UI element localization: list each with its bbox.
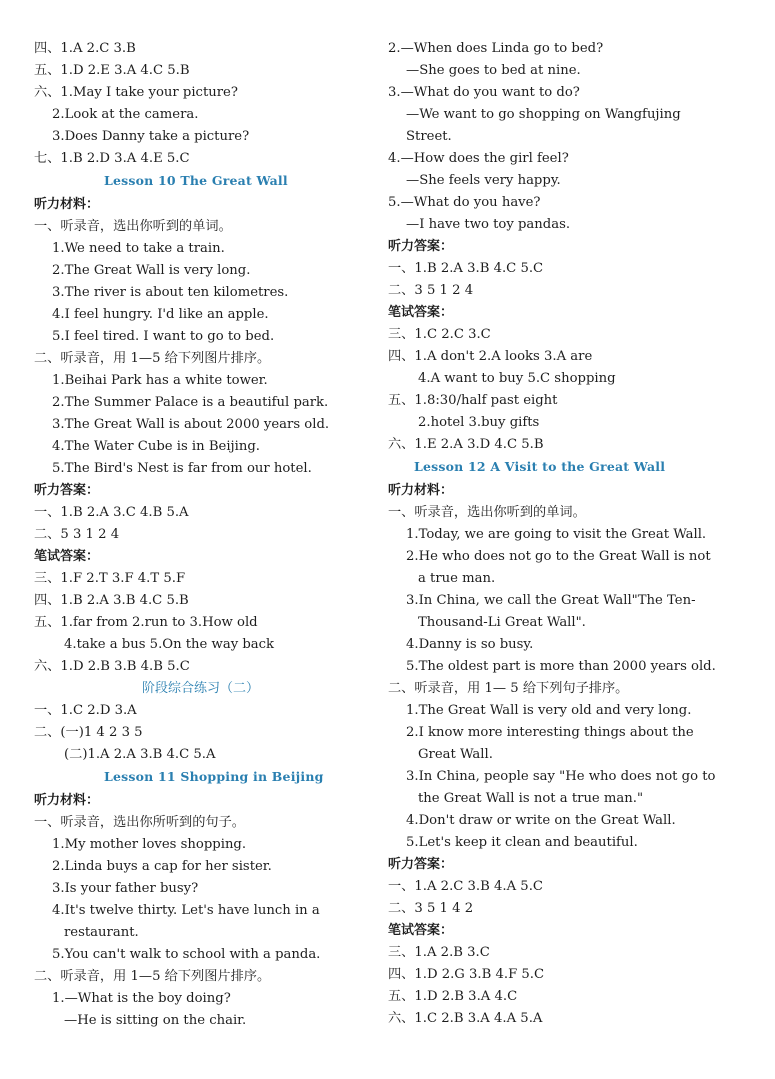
answer-line: 2.hotel 3.buy gifts bbox=[418, 415, 540, 430]
subsection-label: 听力答案： bbox=[34, 483, 100, 498]
answer-line: 2.—When does Linda go to bed? bbox=[388, 41, 604, 56]
answer-line: 四、1.A 2.C 3.B bbox=[34, 41, 136, 56]
answer-line: 3.Does Danny take a picture? bbox=[52, 129, 250, 144]
answer-line: 六、1.D 2.B 3.B 4.B 5.C bbox=[34, 659, 190, 674]
answer-line: 一、听录音，选出你听到的单词。 bbox=[34, 219, 232, 234]
answer-line: 5.The oldest part is more than 2000 years old. bbox=[406, 659, 716, 674]
answer-line: 一、听录音，选出你听到的单词。 bbox=[388, 505, 586, 520]
answer-line: 2.The Summer Palace is a beautiful park. bbox=[52, 395, 329, 410]
answer-line: 二、3 5 1 4 2 bbox=[388, 901, 474, 916]
answer-line: 一、1.A 2.C 3.B 4.A 5.C bbox=[388, 879, 543, 894]
answer-line: —I have two toy pandas. bbox=[406, 217, 571, 232]
answer-line: 4.Don't draw or write on the Great Wall. bbox=[406, 813, 676, 828]
answer-line: —He is sitting on the chair. bbox=[64, 1013, 247, 1028]
answer-line: 四、1.A don't 2.A looks 3.A are bbox=[388, 349, 593, 364]
answer-line: a true man. bbox=[418, 571, 496, 586]
answer-line: 4.Danny is so busy. bbox=[406, 637, 534, 652]
answer-line: 5.Let's keep it clean and beautiful. bbox=[406, 835, 638, 850]
answer-line: 六、1.C 2.B 3.A 4.A 5.A bbox=[388, 1011, 543, 1026]
answer-line: (二)1.A 2.A 3.B 4.C 5.A bbox=[64, 747, 216, 762]
lesson-heading: Lesson 11 Shopping in Beijing bbox=[104, 769, 324, 784]
answer-line: 二、听录音，用 1—5 给下列图片排序。 bbox=[34, 351, 271, 366]
answer-line: 一、1.B 2.A 3.B 4.C 5.C bbox=[388, 261, 544, 276]
answer-line: the Great Wall is not a true man." bbox=[418, 791, 644, 806]
answer-line: 3.The river is about ten kilometres. bbox=[52, 285, 289, 300]
answer-line: 4.A want to buy 5.C shopping bbox=[418, 371, 616, 386]
answer-line: —She feels very happy. bbox=[406, 173, 561, 188]
answer-line: restaurant. bbox=[64, 925, 139, 940]
answer-line: 二、(一)1 4 2 3 5 bbox=[34, 725, 143, 740]
subsection-label: 听力答案： bbox=[388, 857, 454, 872]
answer-line: 5.—What do you have? bbox=[388, 195, 541, 210]
subsection-label: 笔试答案： bbox=[388, 923, 454, 938]
answer-line: 4.It's twelve thirty. Let's have lunch in a bbox=[52, 903, 320, 918]
answer-line: 三、1.F 2.T 3.F 4.T 5.F bbox=[34, 571, 186, 586]
answer-line: 1.My mother loves shopping. bbox=[52, 837, 247, 852]
answer-line: 3.In China, people say "He who does not go to bbox=[406, 769, 716, 784]
answer-line: 4.The Water Cube is in Beijing. bbox=[52, 439, 260, 454]
answer-line: 三、1.A 2.B 3.C bbox=[388, 945, 490, 960]
answer-line: 3.In China, we call the Great Wall"The Ten- bbox=[406, 593, 696, 608]
answer-line: 3.Is your father busy? bbox=[52, 881, 199, 896]
section-heading: 阶段综合练习（二） bbox=[142, 681, 260, 696]
subsection-label: 听力材料： bbox=[388, 483, 454, 498]
answer-line: 2.Linda buys a cap for her sister. bbox=[52, 859, 272, 874]
answer-line: 3.The Great Wall is about 2000 years old. bbox=[52, 417, 330, 432]
answer-line: 5.The Bird's Nest is far from our hotel. bbox=[52, 461, 312, 476]
answer-line: —She goes to bed at nine. bbox=[406, 63, 581, 78]
answer-line: 二、听录音，用 1—5 给下列图片排序。 bbox=[34, 969, 271, 984]
answer-line: 2.I know more interesting things about the bbox=[406, 725, 694, 740]
answer-line: 4.—How does the girl feel? bbox=[388, 151, 569, 166]
answer-line: Great Wall. bbox=[418, 747, 493, 762]
subsection-label: 笔试答案： bbox=[34, 549, 100, 564]
answer-line: 4.take a bus 5.On the way back bbox=[64, 637, 275, 652]
answer-line: 四、1.D 2.G 3.B 4.F 5.C bbox=[388, 967, 545, 982]
answer-line: 2.The Great Wall is very long. bbox=[52, 263, 251, 278]
lesson-heading: Lesson 12 A Visit to the Great Wall bbox=[414, 459, 666, 474]
answer-line: 2.Look at the camera. bbox=[52, 107, 199, 122]
answer-line: 5.I feel tired. I want to go to bed. bbox=[52, 329, 275, 344]
lesson-heading: Lesson 10 The Great Wall bbox=[104, 173, 288, 188]
answer-line: 一、听录音，选出你所听到的句子。 bbox=[34, 815, 245, 830]
answer-line: 1.Beihai Park has a white tower. bbox=[52, 373, 268, 388]
answer-line: 五、1.D 2.B 3.A 4.C bbox=[388, 989, 518, 1004]
subsection-label: 听力材料： bbox=[34, 793, 100, 808]
answer-line: 一、1.C 2.D 3.A bbox=[34, 703, 137, 718]
answer-line: 五、1.far from 2.run to 3.How old bbox=[34, 615, 258, 630]
answer-line: 四、1.B 2.A 3.B 4.C 5.B bbox=[34, 593, 189, 608]
answer-line: 五、1.D 2.E 3.A 4.C 5.B bbox=[34, 63, 190, 78]
answer-line: —We want to go shopping on Wangfujing bbox=[406, 107, 681, 122]
answer-line: Thousand-Li Great Wall". bbox=[418, 615, 586, 630]
answer-line: 1.Today, we are going to visit the Great Wall. bbox=[406, 527, 707, 542]
answer-line: 1.We need to take a train. bbox=[52, 241, 225, 256]
answer-line: 六、1.E 2.A 3.D 4.C 5.B bbox=[388, 437, 544, 452]
answer-line: 二、3 5 1 2 4 bbox=[388, 283, 474, 298]
answer-line: 五、1.8:30/half past eight bbox=[388, 393, 558, 408]
answer-line: 一、1.B 2.A 3.C 4.B 5.A bbox=[34, 505, 189, 520]
answer-line: 2.He who does not go to the Great Wall is not bbox=[406, 549, 711, 564]
answer-line: Street. bbox=[406, 129, 452, 144]
answer-line: 1.The Great Wall is very old and very long. bbox=[406, 703, 692, 718]
answer-line: 1.—What is the boy doing? bbox=[52, 991, 231, 1006]
answer-line: 5.You can't walk to school with a panda. bbox=[52, 947, 321, 962]
answer-line: 3.—What do you want to do? bbox=[388, 85, 580, 100]
answer-line: 六、1.May I take your picture? bbox=[34, 85, 238, 100]
answer-line: 七、1.B 2.D 3.A 4.E 5.C bbox=[34, 151, 190, 166]
answer-line: 二、听录音，用 1— 5 给下列句子排序。 bbox=[388, 681, 629, 696]
subsection-label: 听力材料： bbox=[34, 197, 100, 212]
subsection-label: 笔试答案： bbox=[388, 305, 454, 320]
answer-line: 三、1.C 2.C 3.C bbox=[388, 327, 491, 342]
answer-line: 二、5 3 1 2 4 bbox=[34, 527, 120, 542]
subsection-label: 听力答案： bbox=[388, 239, 454, 254]
answer-line: 4.I feel hungry. I'd like an apple. bbox=[52, 307, 269, 322]
